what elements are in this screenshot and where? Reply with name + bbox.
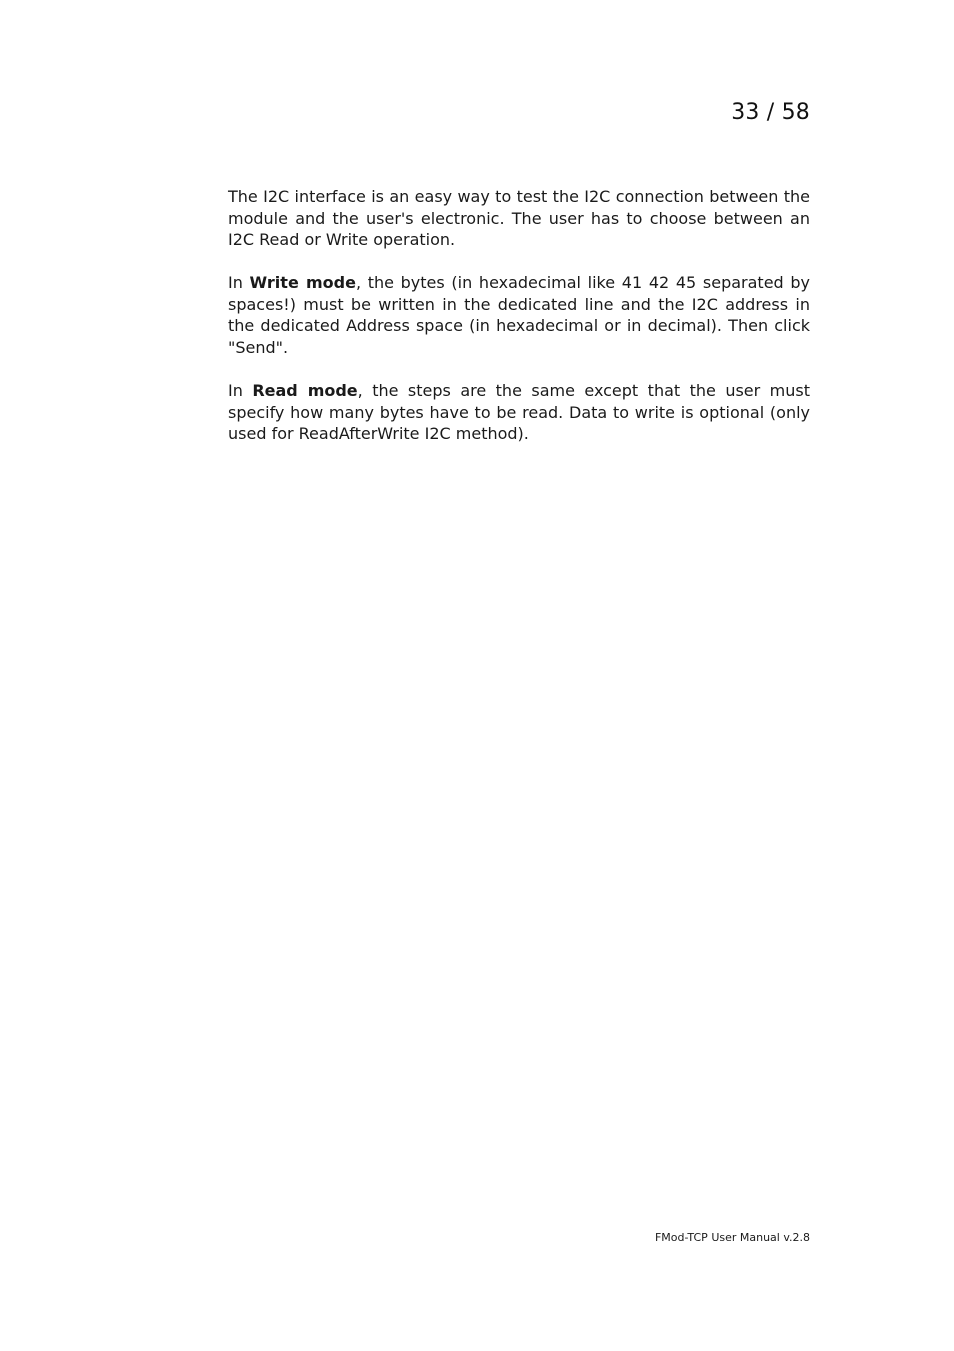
paragraph-intro: The I2C interface is an easy way to test the I2C connection between the module and the user's electronic. The user has to choose between an I2C Read or Write operation. <box>228 187 810 250</box>
read-mode-description: , the steps are the same except that the user must specify how many bytes have to be read. Data to write is optional (only used for ReadAfterWrite I2C method). <box>228 381 811 444</box>
read-mode-prefix: In <box>228 381 253 401</box>
write-mode-term: Write mode <box>249 273 356 293</box>
write-mode-prefix: In <box>228 273 250 293</box>
document-body <box>228 186 810 466</box>
paragraph-write-mode <box>228 272 810 358</box>
footer-manual-version: FMod-TCP User Manual v.2.8 <box>654 1231 810 1244</box>
read-mode-term: Read mode <box>252 381 358 401</box>
write-mode-description: , the bytes (in hexadecimal like 41 42 45 separated by spaces!) must be written in the dedicated line and the I2C address in the dedicated Address space (in hexadecimal or in decimal). Then click "Send". <box>228 273 811 358</box>
paragraph-read-mode <box>228 380 810 445</box>
page-number: 33 / 58 <box>731 100 810 125</box>
